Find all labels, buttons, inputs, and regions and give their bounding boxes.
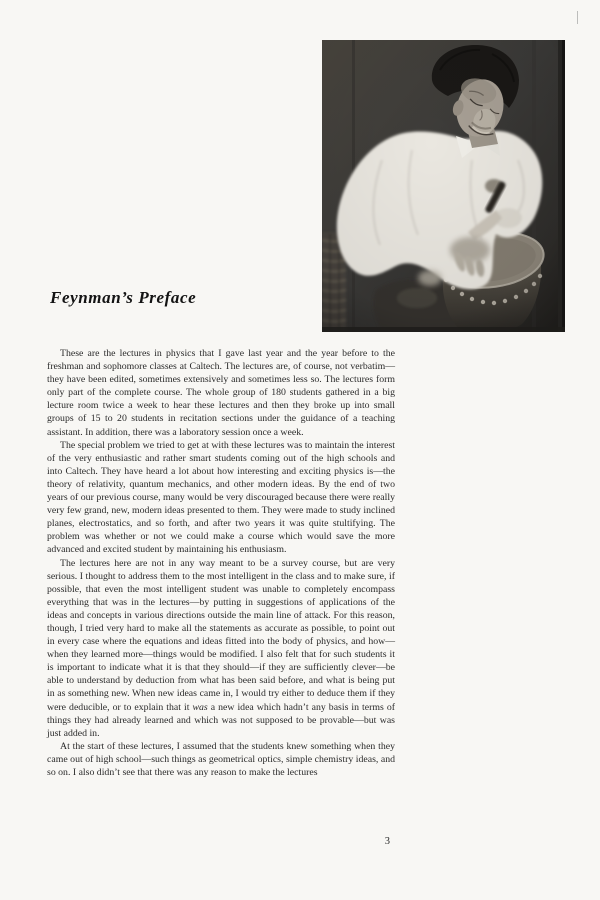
emphasized-text: was: [192, 701, 208, 713]
paragraph: [47, 557, 395, 740]
paragraph: [47, 439, 395, 557]
text-run: The lectures here are not in any way meant to be a survey course, but are very serious. I thought to address them to the most intelligent in the class and to make sure, if possible, that even the most intelligent student was unable to completely encompass everything that was in the lectures—by putting in suggestions of applications of the ideas and concepts in various directions outside the main line of attack. For this reason, though, I tried very hard to make all the statements as accurate as possible, to point out in every case where the equations and ideas fitted into the body of physics, and how—when they learned more—things would be modified. I also felt that for such students it is important to indicate what it is that they should—if they are sufficiently clever—be able to understand by deduction from what has been said before, and what is being put in as something new. When new ideas came in, I would try either to deduce them if they were deducible, or to explain that it: [47, 557, 395, 713]
text-run: These are the lectures in physics that I gave last year and the year before to the freshman and sophomore classes at Caltech. The lectures are, of course, not verbatim—they have been edited, sometimes extensively and sometimes less so. The lectures form only part of the complete course. The whole group of 180 students gathered in a big lecture room twice a week to hear these lectures and then they broke up into small groups of 15 to 20 students in recitation sections under the guidance of a teaching assistant. In addition, there was a laboratory session once a week.: [47, 348, 395, 438]
paragraph: [47, 740, 395, 779]
paragraph: [47, 347, 395, 439]
preface-text: [47, 347, 395, 779]
text-run: The special problem we tried to get at with these lectures was to maintain the interest of the very enthusiastic and rather smart students coming out of the high schools and into Caltech. They have heard a lot about how interesting and exciting physics is—the theory of relativity, quantum mechanics, and other modern ideas. By the end of two years of our previous course, many would be very discouraged because there were really very few grand, new, modern ideas presented to them. They were made to study inclined planes, electrostatics, and so forth, and after two years it was quite stultifying. The problem was whether or not we could make a course which would save the more advanced and excited student by maintaining his enthusiasm.: [47, 439, 395, 556]
section-heading: Feynman’s Preface: [50, 288, 197, 307]
text-run: a new idea which hadn’t any basis in terms of things they had already learned and which was not supposed to be provable—but was just added in.: [47, 701, 395, 739]
page-edge-mark: [577, 11, 578, 24]
page-number: 3: [384, 836, 390, 847]
feynman-bongo-photo: [322, 40, 565, 332]
photo-edges: [322, 40, 565, 332]
text-run: At the start of these lectures, I assumed that the students knew something when they came out of high school—such things as geometrical optics, simple chemistry ideas, and so on. I also didn’t see that there was any reason to make the lectures: [47, 740, 395, 778]
